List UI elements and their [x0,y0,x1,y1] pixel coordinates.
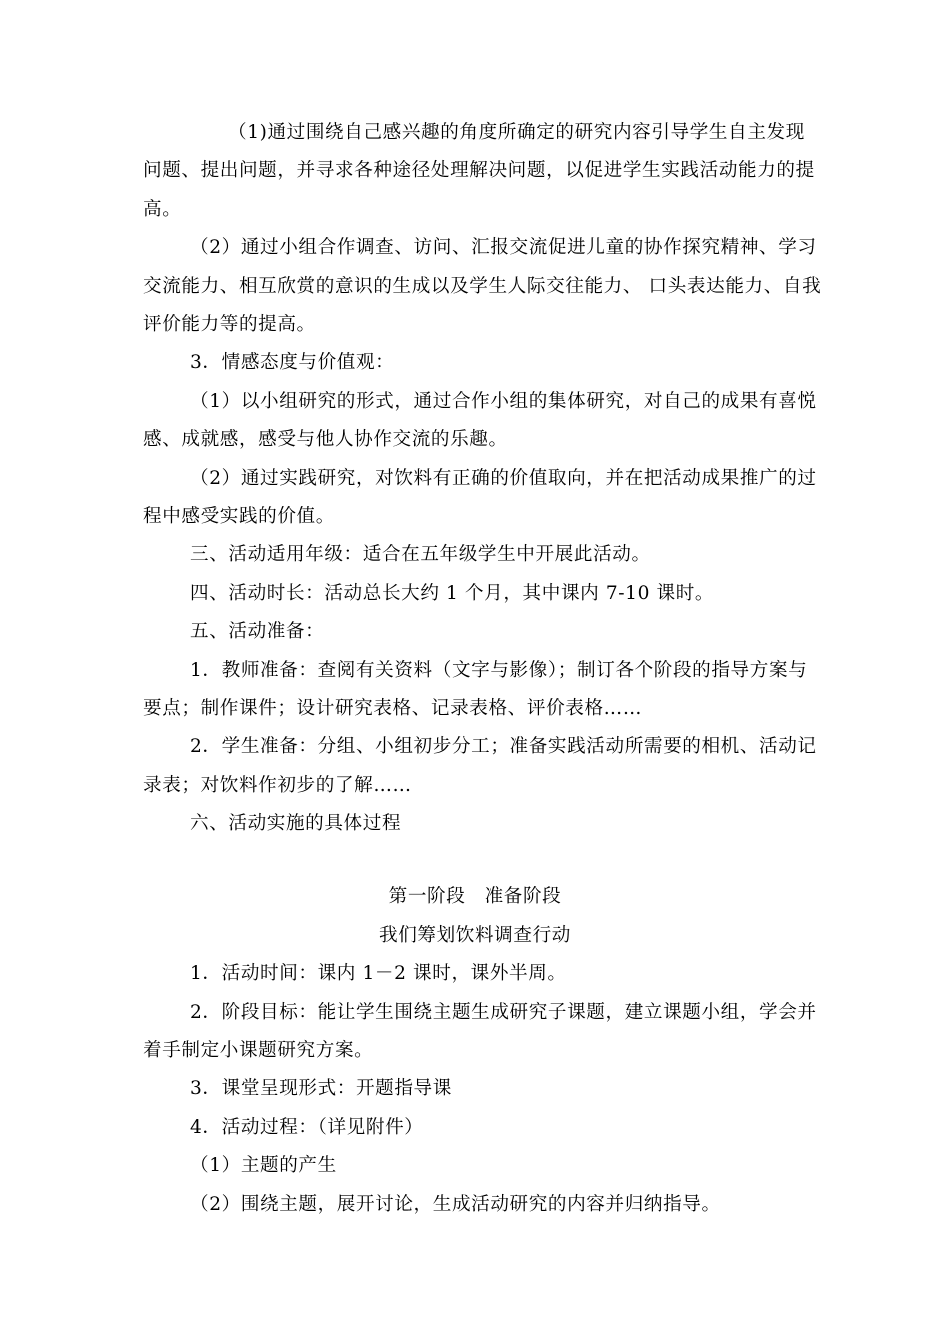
section-heading: 3．情感态度与价值观： [190,352,395,373]
paragraph-line: （1)通过围绕自己感兴趣的角度所确定的研究内容引导学生自主发现 [228,122,805,143]
paragraph-line: （1）以小组研究的形式，通过合作小组的集体研究，对自己的成果有喜悦 [190,391,817,412]
paragraph-line: 要点；制作课件；设计研究表格、记录表格、评价表格…… [143,698,643,719]
paragraph-line: 感、成就感，感受与他人协作交流的乐趣。 [143,429,508,450]
paragraph-line: 4．活动过程：（详见附件） [190,1117,424,1138]
paragraph-line: 1．教师准备：查阅有关资料（文字与影像）；制订各个阶段的指导方案与 [190,660,808,681]
paragraph-line: 2．学生准备：分组、小组初步分工；准备实践活动所需要的相机、活动记 [190,736,817,757]
stage-title: 第一阶段 准备阶段 [388,886,562,907]
paragraph-line: （2）通过实践研究，对饮料有正确的价值取向，并在把活动成果推广的过 [190,468,817,489]
paragraph-line: （1）主题的产生 [190,1155,337,1176]
paragraph-line: 3．课堂呈现形式：开题指导课 [190,1078,452,1099]
section-heading: 六、活动实施的具体过程 [190,813,402,834]
paragraph-line: （2）围绕主题，展开讨论，生成活动研究的内容并归纳指导。 [190,1194,721,1215]
paragraph-line: 录表；对饮料作初步的了解…… [143,775,412,796]
section-heading: 五、活动准备： [190,621,325,642]
paragraph-line: 交流能力、相互欣赏的意识的生成以及学生人际交往能力、 口头表达能力、自我 [143,276,822,297]
paragraph-line: 问题、提出问题，并寻求各种途径处理解决问题，以促进学生实践活动能力的提 [143,160,815,181]
section-heading: 三、活动适用年级：适合在五年级学生中开展此活动。 [190,544,651,565]
paragraph-line: 1．活动时间：课内 1－2 课时，课外半周。 [190,963,567,984]
paragraph-line: 评价能力等的提高。 [143,314,316,335]
section-heading: 四、活动时长：活动总长大约 1 个月，其中课内 7-10 课时。 [190,583,715,604]
paragraph-line: 高。 [143,199,182,220]
paragraph-line: 2．阶段目标：能让学生围绕主题生成研究子课题，建立课题小组，学会并 [190,1002,817,1023]
paragraph-line: 着手制定小课题研究方案。 [143,1040,374,1061]
paragraph-line: （2）通过小组合作调查、访问、汇报交流促进儿童的协作探究精神、学习 [190,237,817,258]
stage-subtitle: 我们筹划饮料调查行动 [379,925,571,946]
paragraph-line: 程中感受实践的价值。 [143,506,335,527]
